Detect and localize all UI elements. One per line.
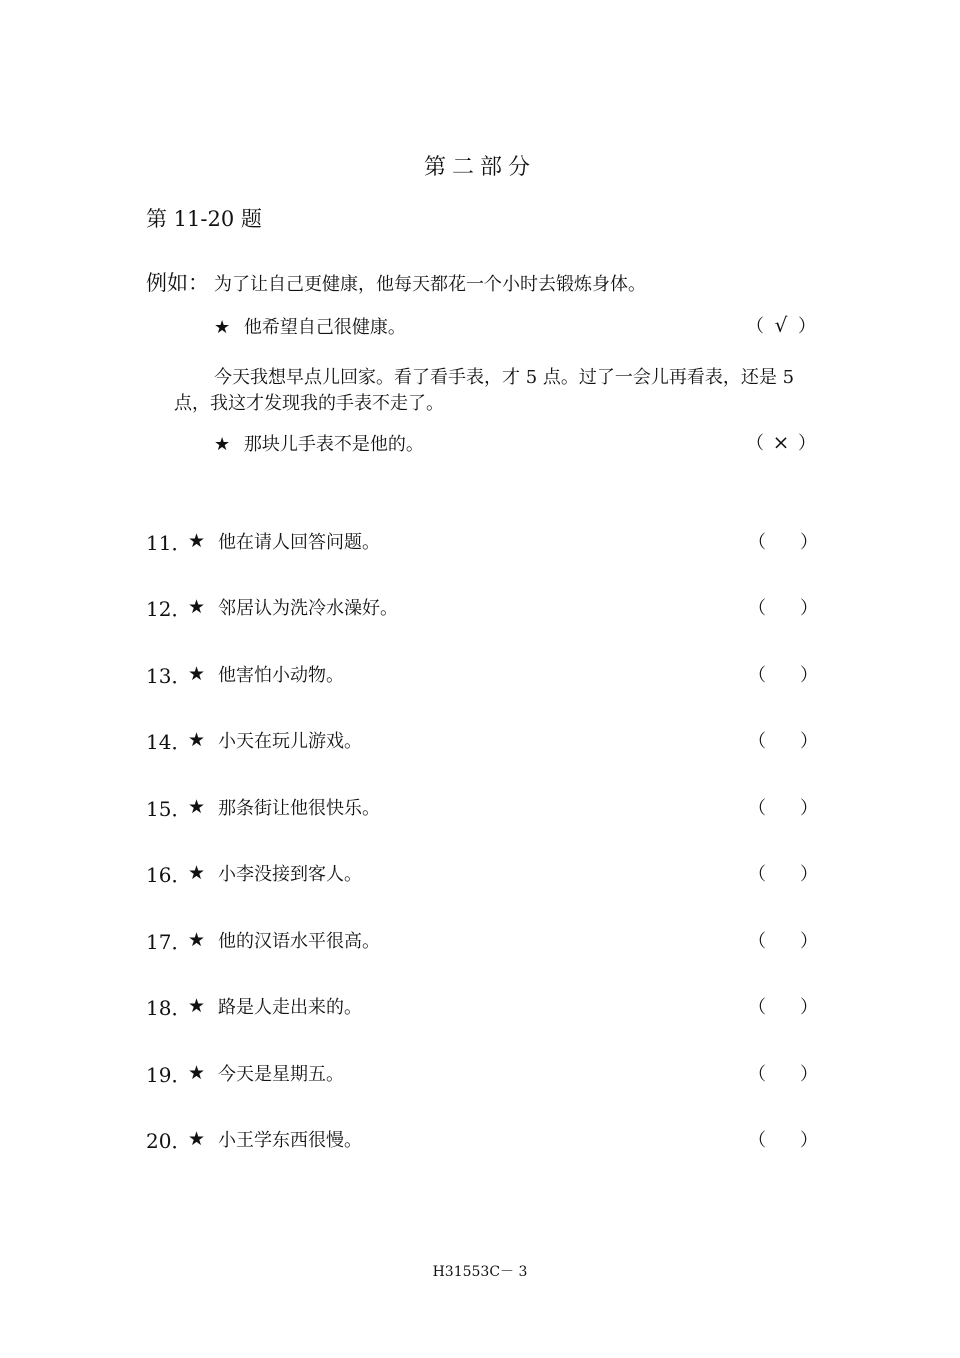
example-label: 例如： (146, 271, 209, 295)
question-number: 16． (146, 862, 192, 887)
star-icon: ★ (188, 1128, 206, 1150)
question-text: 他在请人回答问题。 (218, 532, 380, 553)
answer-box[interactable]: （ ） (748, 598, 818, 619)
question-row (146, 858, 818, 888)
question-row (146, 659, 818, 689)
star-icon: ★ (188, 796, 206, 818)
question-text: 邻居认为洗冷水澡好。 (218, 598, 398, 619)
answer-box[interactable]: （ ） (748, 665, 818, 686)
question-text: 他害怕小动物。 (218, 665, 344, 686)
question-row (146, 991, 818, 1021)
answer-box[interactable]: （ ） (748, 931, 818, 952)
star-icon: ★ (188, 729, 206, 751)
star-icon: ★ (188, 995, 206, 1017)
question-number: 12． (146, 596, 192, 621)
answer-box[interactable]: （ ） (748, 1064, 818, 1085)
question-text: 小李没接到客人。 (218, 864, 362, 885)
question-number: 17． (146, 929, 192, 954)
question-row (146, 592, 818, 622)
question-number: 11． (146, 530, 192, 555)
question-number: 20． (146, 1128, 192, 1153)
cross-mark-icon: × (772, 430, 790, 454)
answer-box[interactable]: （ ） (748, 731, 818, 752)
question-number: 19． (146, 1062, 192, 1087)
example-passage-1: 为了让自己更健康，他每天都花一个小时去锻炼身体。 (214, 274, 646, 295)
check-mark-icon: √ (774, 313, 788, 337)
question-number: 13． (146, 663, 192, 688)
star-icon: ★ (188, 1062, 206, 1084)
question-row (146, 725, 818, 755)
example-statement-2 (214, 430, 424, 456)
star-icon: ★ (188, 929, 206, 951)
example-statement-1 (214, 313, 406, 339)
question-row (146, 792, 818, 822)
star-icon: ★ (214, 434, 231, 455)
question-number: 15． (146, 796, 192, 821)
question-row (146, 526, 818, 556)
question-text: 今天是星期五。 (218, 1064, 344, 1085)
answer-box[interactable]: （ ） (748, 798, 818, 819)
star-icon: ★ (188, 596, 206, 618)
example-statement-1-text: 他希望自己很健康。 (243, 317, 406, 338)
question-text: 小王学东西很慢。 (218, 1130, 362, 1151)
answer-box[interactable]: （ ） (748, 532, 818, 553)
example-statement-2-text: 那块儿手表不是他的。 (243, 434, 424, 455)
answer-box[interactable]: （ ） (748, 864, 818, 885)
answer-box[interactable]: （ ） (748, 997, 818, 1018)
example-passage-2: 今天我想早点儿回家。看了看手表，才 5 点。过了一会儿再看表，还是 5 点，我这才发现我的手表不走了。 (174, 367, 795, 414)
question-text: 那条街让他很快乐。 (218, 798, 380, 819)
section-title: 第二部分 (423, 155, 536, 180)
question-range: 第 11-20 题 (146, 207, 262, 231)
star-icon: ★ (214, 317, 231, 338)
question-text: 他的汉语水平很高。 (218, 931, 380, 952)
star-icon: ★ (188, 862, 206, 884)
star-icon: ★ (188, 663, 206, 685)
page-footer: H31553C－ 3 (432, 1264, 528, 1280)
question-text: 路是人走出来的。 (218, 997, 362, 1018)
question-row (146, 1124, 818, 1154)
question-row (146, 1058, 818, 1088)
question-number: 14． (146, 729, 192, 754)
example-answer-box-2: （ × ） (746, 430, 816, 454)
example-answer-box-1: （ √ ） (746, 313, 816, 337)
answer-box[interactable]: （ ） (748, 1130, 818, 1151)
question-row (146, 925, 818, 955)
question-text: 小天在玩儿游戏。 (218, 731, 362, 752)
question-number: 18． (146, 995, 192, 1020)
star-icon: ★ (188, 530, 206, 552)
